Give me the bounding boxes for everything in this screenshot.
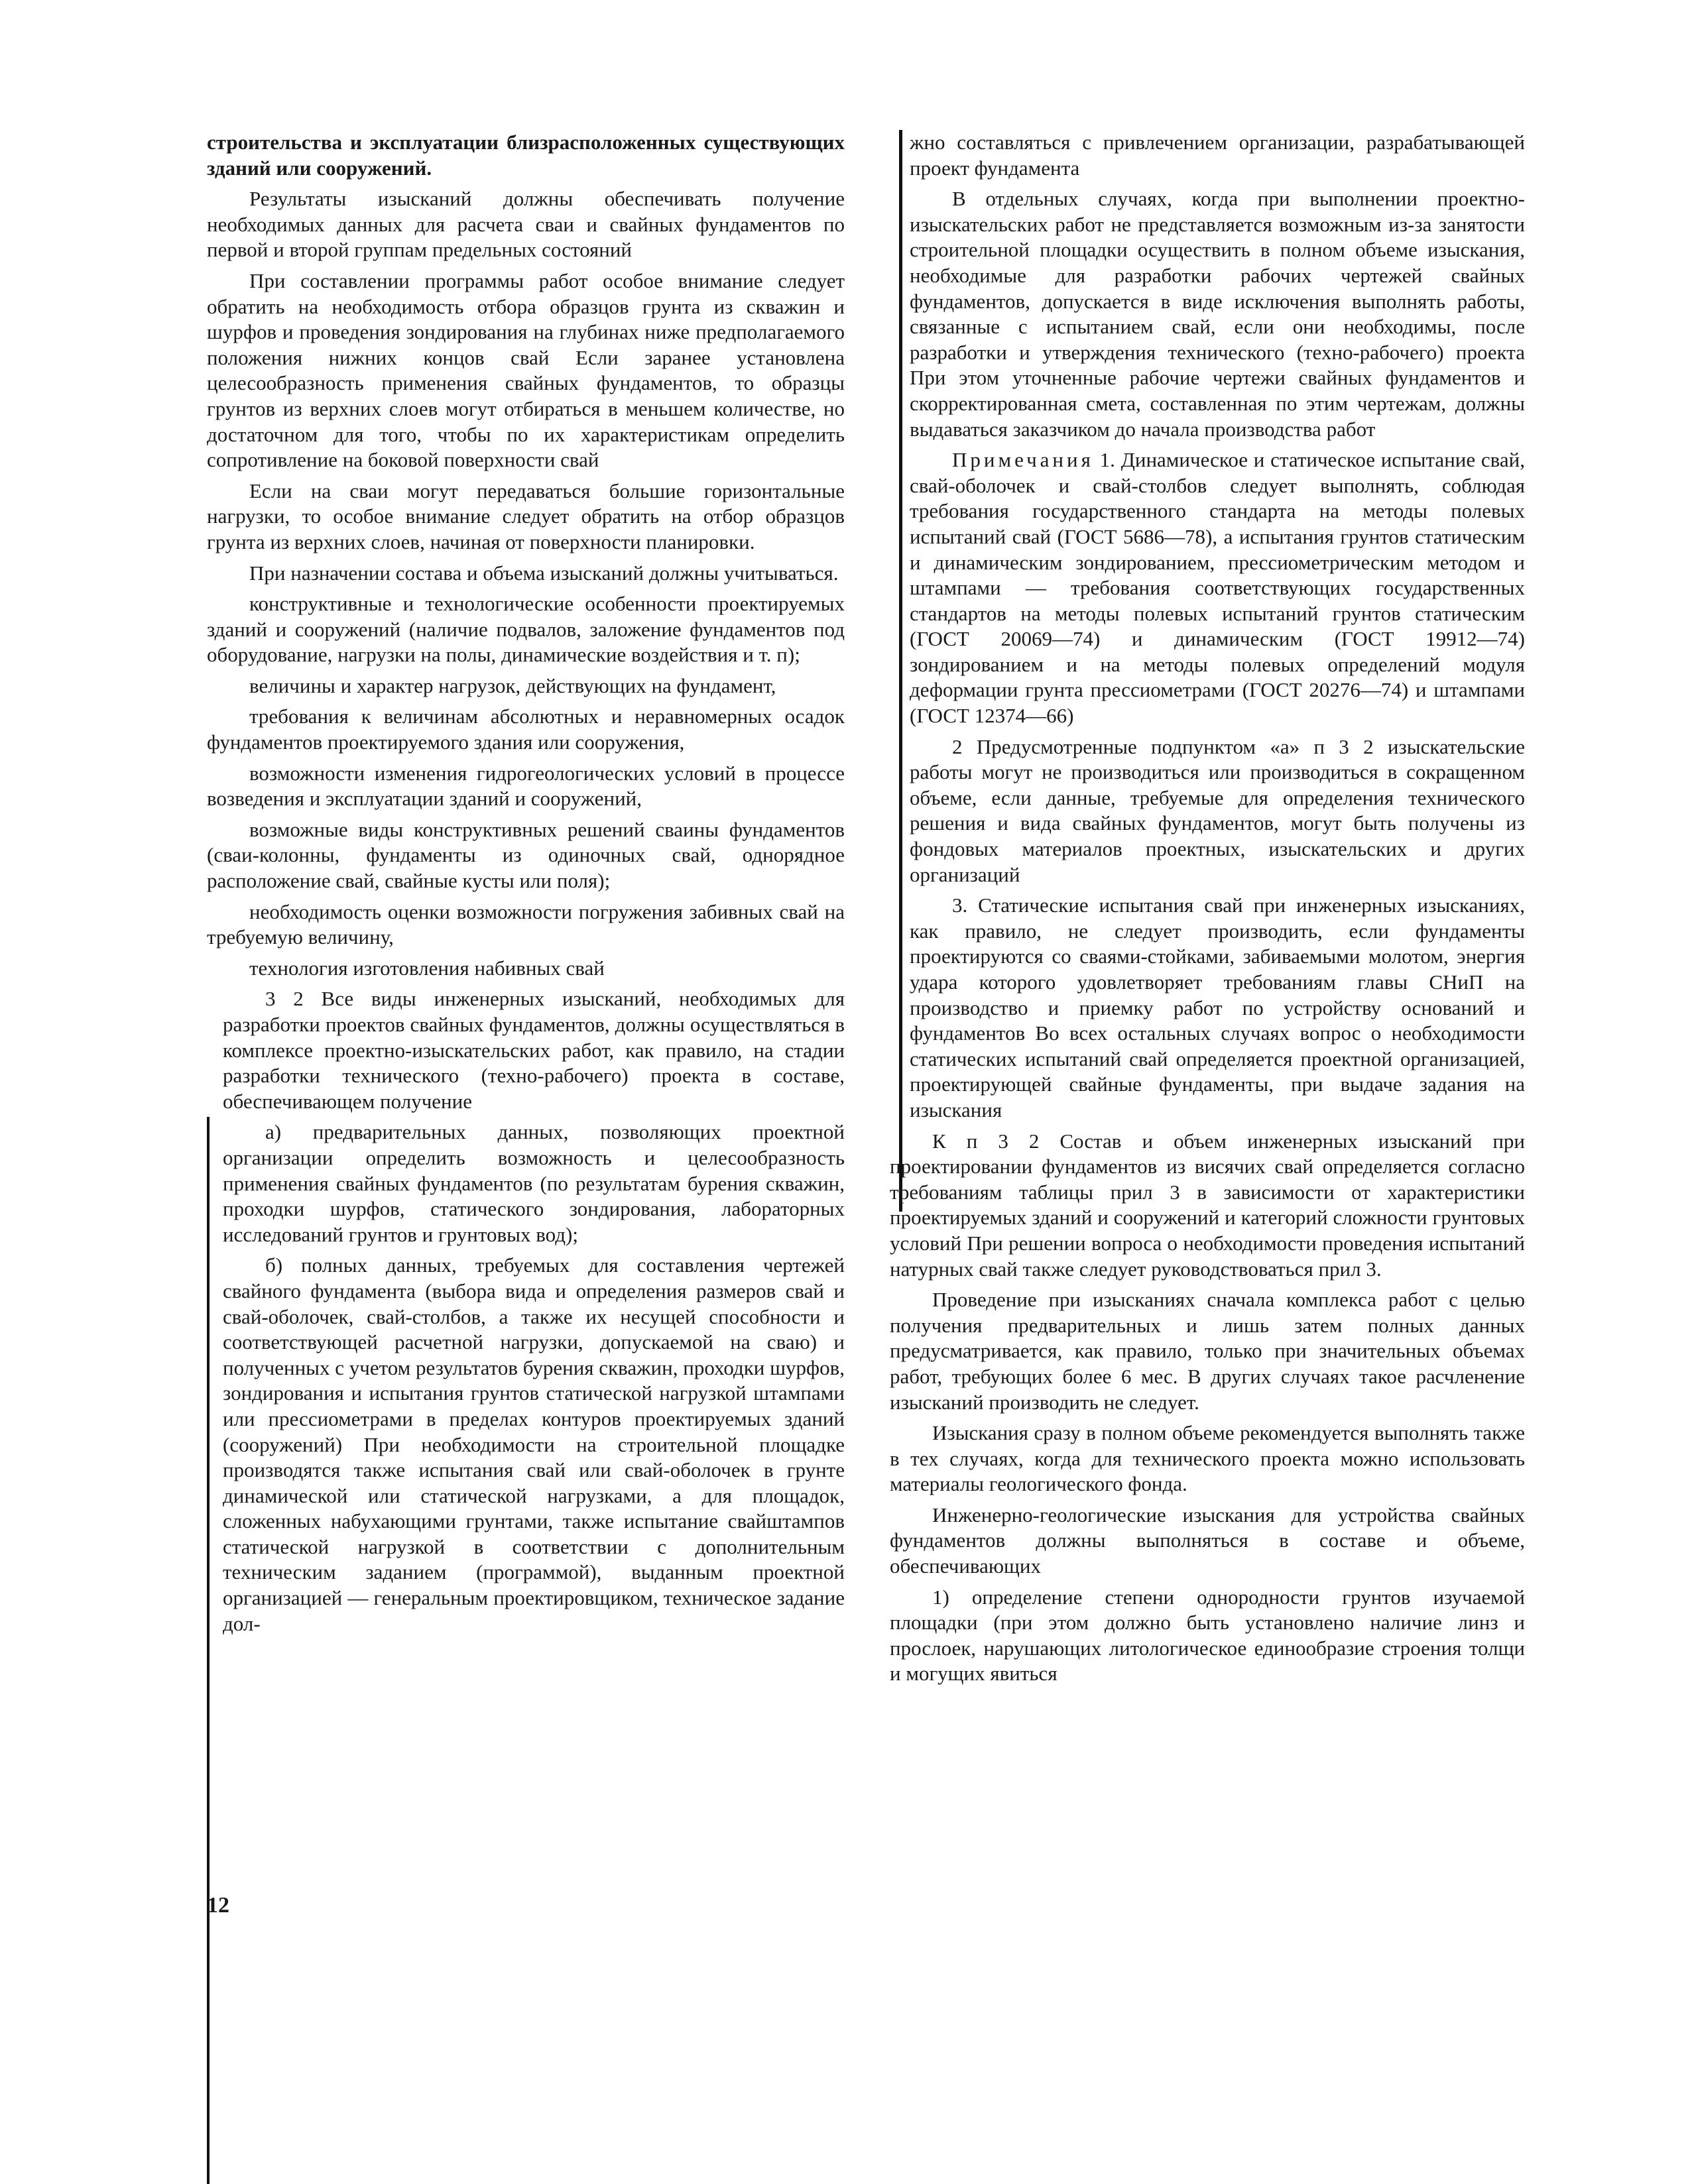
section-paragraph: б) полных данных, требуемых для составления чертежей свайного фундамента (выбора вида и определения размеров свай и свай-оболочек, свай-столбов, а также их несущей способности и соответствующей расчетной нагрузки, допускаемой на сваю) и полученных с учетом результатов бурения скважин, проходки шурфов, зондирования и испытания грунтов статической нагрузкой штампами или прессиометрами в пределах контуров проектируемых зданий (сооружений) При необходимости на строительной площадке производятся также испытания свай или свай-оболочек в грунте динамической или статической нагрузками, а для площадок, сложенных набухающими грунтами, также испытание свайштампов статической нагрузкой в соответствии с дополнительным техническим заданием (программой), выданным проектной организацией — генеральным проектировщиком, техническое задание дол- bbox=[223, 1253, 845, 1635]
note-item bbox=[910, 447, 1525, 729]
notes-label: Примечания bbox=[952, 448, 1094, 472]
list-item: необходимость оценки возможности погружения забивных свай на требуемую величину, bbox=[207, 899, 845, 949]
commentary-paragraph: К п 3 2 Состав и объем инженерных изысканий при проектировании фундаментов из висячих свай определяется согласно требованиям таблицы прил 3 в зависимости от характеристики проектируемых зданий и сооружений и категорий сложности грунтовых условий При решении вопроса о необходимости проведения испытаний натурных свай также следует руководствоваться прил 3. bbox=[890, 1129, 1525, 1281]
paragraph: Результаты изысканий должны обеспечивать получение необходимых данных для расчета сваи и свайных фундаментов по первой и второй группам предельных состояний bbox=[207, 187, 845, 262]
list-item: требования к величинам абсолютных и неравномерных осадок фундаментов проектируемого здания или сооружения, bbox=[207, 705, 845, 754]
list-item: возможные виды конструктивных решений сваины фундаментов (сваи-колонны, фундаменты из одиночных свай, однорядное расположение свай, свайные кусты или поля); bbox=[207, 817, 845, 893]
section-paragraph: а) предварительных данных, позволяющих проектной организации определить возможность и целесообразность применения свайных фундаментов (по результатам бурения скважин, проходки шурфов, статического зондирования, лабораторных исследований грунтов и грунтовых вод); bbox=[223, 1120, 845, 1246]
list-item: технология изготовления набивных свай bbox=[249, 956, 605, 980]
page-number: 12 bbox=[207, 1893, 229, 1918]
right-column bbox=[890, 130, 1526, 1692]
commentary-paragraph: Инженерно-геологические изыскания для устройства свайных фундаментов должны выполняться в составе и объеме, обеспечивающих bbox=[890, 1503, 1525, 1578]
list-item: конструктивные и технологические особенности проектируемых зданий и сооружений (наличие подвалов, заложение фундаментов под оборудование, нагрузки на полы, динамические воздействия и т. п); bbox=[207, 592, 845, 667]
commentary-paragraph: Изыскания сразу в полном объеме рекомендуется выполнять также в тех случаях, когда для технического проекта можно использовать материалы геологического фонда. bbox=[890, 1421, 1525, 1496]
paragraph: Если на сваи могут передаваться большие горизонтальные нагрузки, то особое внимание следует обратить на отбор образцов грунта из верхних слоев, начиная от поверхности планировки. bbox=[207, 479, 845, 553]
paragraph: При назначении состава и объема изысканий должны учитываться. bbox=[249, 561, 839, 585]
paragraph: жно составляться с привлечением организации, разрабатывающей проект фундамента bbox=[910, 131, 1525, 180]
paragraph: строительства и эксплуатации близрасположенных существующих зданий или сооружений. bbox=[207, 131, 845, 180]
list-item: возможности изменения гидрогеологических условий в процессе возведения и эксплуатации зданий и сооружений, bbox=[207, 761, 845, 811]
section-paragraph: 3 2 Все виды инженерных изысканий, необходимых для разработки проектов свайных фундаментов, должны осуществляться в комплексе проектно-изыскательских работ, как правило, на стадии разработки технического (техно-рабочего) проекта в составе, обеспечивающем получение bbox=[223, 987, 845, 1113]
paragraph: В отдельных случаях, когда при выполнении проектно-изыскательских работ не представляется возможным из-за занятости строительной площадки осуществить в полном объеме изыскания, необходимые для разработки рабочих чертежей свайных фундаментов, допускается в виде исключения выполнять работы, связанные с испытанием свай, если они необходимы, после разработки и утверждения технического (техно-рабочего) проекта При этом уточненные рабочие чертежи свайных фундаментов и скорректированная смета, составленная по этим чертежам, должны выдаваться заказчиком до начала производства работ bbox=[910, 187, 1525, 441]
note-text: 1. Динамическое и статическое испытание свай, свай-оболочек и свай-столбов следует выполнять, соблюдая требования государственного стандарта на методы полевых испытаний свай (ГОСТ 5686—78), а испытания грунтов статическим и динамическим зондированием, прессиометрическим методом и штампами — требования соответствующих государственных стандартов на методы полевых испытаний грунтов статическим (ГОСТ 20069—74) и динамическим (ГОСТ 19912—74) зондированием и на методы полевых определений модуля деформации грунта прессиометрами (ГОСТ 20276—74) и штампами (ГОСТ 12374—66) bbox=[910, 448, 1526, 728]
left-column bbox=[207, 130, 845, 1642]
commentary bbox=[890, 1129, 1525, 1687]
paragraph: При составлении программы работ особое внимание следует обратить на необходимость отбора образцов грунта из скважин и шурфов и проведения зондирования на глубинах ниже предполагаемого положения нижних концов свай Если заранее установлена целесообразность применения свайных фундаментов, то образцы грунтов из верхних слоев могут отбираться в меньшем количестве, но достаточном для того, чтобы по их характеристикам определить сопротивление на боковой поверхности свай bbox=[207, 268, 845, 472]
note-item: 3. Статические испытания свай при инженерных изысканиях, как правило, не следует производить, если фундаменты проектируются со сваями-стойками, забиваемыми молотом, энергия удара которого удовлетворяет требованиям главы СНиП на производство и приемку работ по устройству оснований и фундаментов Во всех остальных случаях вопрос о необходимости статических испытаний свай определяется проектной организацией, проектирующей свайные фундаменты, при выдаче задания на изыскания bbox=[910, 893, 1525, 1121]
section-3-2 bbox=[207, 986, 845, 1637]
notes bbox=[910, 447, 1525, 1123]
commentary-paragraph: 1) определение степени однородности грунтов изучаемой площадки (при этом должно быть установлено наличие линз и прослоек, нарушающих литологическое единообразие строения толщи и могущих явиться bbox=[890, 1585, 1525, 1686]
commentary-paragraph: Проведение при изысканиях сначала комплекса работ с целью получения предварительных и лишь затем полных данных предусматривается, как правило, только при значительных объемах работ, требующих более 6 мес. В других случаях такое расчленение изысканий производить не следует. bbox=[890, 1288, 1525, 1414]
list-item: величины и характер нагрузок, действующих на фундамент, bbox=[249, 673, 776, 697]
change-bar-right bbox=[899, 130, 902, 1212]
note-item: 2 Предусмотренные подпунктом «а» п 3 2 изыскательские работы могут не производиться или производиться в сокращенном объеме, если данные, требуемые для определения технического решения и вида свайных фундаментов, могут быть получены из фондовых материалов проектных, изыскательских и других организаций bbox=[910, 734, 1525, 886]
